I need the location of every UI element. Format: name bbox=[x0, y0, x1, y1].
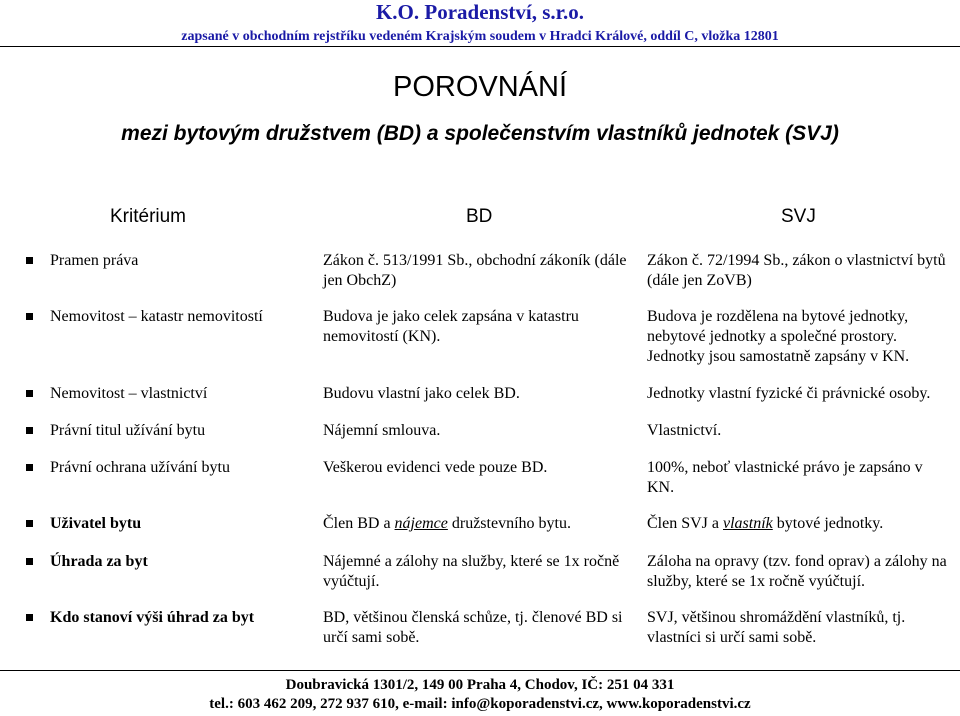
bullet-icon bbox=[26, 520, 33, 527]
bullet-icon bbox=[26, 614, 33, 621]
bullet-icon bbox=[26, 464, 33, 471]
bd-cell: Veškerou evidenci vede pouze BD. bbox=[323, 459, 548, 476]
svj-cell: SVJ, většinou shromáždění vlastníků, tj. vlastníci si určí sami sobě. bbox=[647, 609, 906, 646]
bullet-icon bbox=[26, 390, 33, 397]
criterion-cell: Kdo stanoví výši úhrad za byt bbox=[50, 609, 255, 626]
svj-cell: Vlastnictví. bbox=[647, 422, 722, 439]
bd-cell: Budova je jako celek zapsána v katastru nemovitostí (KN). bbox=[323, 308, 579, 345]
criterion-cell: Nemovitost – katastr nemovitostí bbox=[50, 308, 263, 325]
bullet-icon bbox=[26, 427, 33, 434]
document-subtitle: mezi bytovým družstvem (BD) a společenstvím vlastníků jednotek (SVJ) bbox=[121, 122, 839, 145]
bd-cell: Nájemné a zálohy na služby, které se 1x ročně vyúčtují. bbox=[323, 553, 620, 590]
criterion-cell: Pramen práva bbox=[50, 252, 139, 269]
bd-tenant-term: nájemce bbox=[394, 515, 448, 532]
footer-contact: tel.: 603 462 209, 272 937 610, e-mail: info@koporadenstvi.cz, www.koporadenstvi.cz bbox=[209, 696, 751, 712]
footer-address: Doubravická 1301/2, 149 00 Praha 4, Chodov, IČ: 251 04 331 bbox=[285, 677, 675, 693]
bullet-icon bbox=[26, 257, 33, 264]
svj-cell bbox=[647, 514, 952, 534]
svj-cell: Záloha na opravy (tzv. fond oprav) a zálohy na služby, které se 1x ročně vyúčtují. bbox=[647, 553, 947, 590]
svj-text: Člen SVJ a bbox=[647, 515, 723, 532]
letterhead bbox=[0, 0, 960, 46]
bd-cell: Zákon č. 513/1991 Sb., obchodní zákoník (dále jen ObchZ) bbox=[323, 252, 627, 289]
registry-note: zapsané v obchodním rejstříku vedeném Krajským soudem v Hradci Králové, oddíl C, vložka 12801 bbox=[181, 29, 779, 44]
column-header-bd: BD bbox=[466, 206, 493, 227]
svj-cell: Budova je rozdělena na bytové jednotky, nebytové jednotky a společné prostory. Jednotky jsou samostatně zapsány v KN. bbox=[647, 308, 910, 365]
bd-cell: Nájemní smlouva. bbox=[323, 422, 441, 439]
criterion-cell: Úhrada za byt bbox=[50, 553, 148, 570]
criterion-cell: Uživatel bytu bbox=[50, 515, 142, 532]
document-title: POROVNÁNÍ bbox=[392, 71, 568, 103]
criterion-cell: Právní ochrana užívání bytu bbox=[50, 459, 230, 476]
svj-cell: 100%, neboť vlastnické právo je zapsáno v KN. bbox=[647, 459, 923, 496]
company-name: K.O. Poradenství, s.r.o. bbox=[375, 0, 585, 24]
bd-text: Člen BD a bbox=[323, 515, 395, 532]
footer-divider bbox=[0, 670, 960, 671]
column-header-criterion: Kritérium bbox=[110, 206, 187, 227]
svj-owner-term: vlastník bbox=[723, 515, 773, 532]
bd-text: družstevního bytu. bbox=[447, 515, 571, 532]
svj-cell: Zákon č. 72/1994 Sb., zákon o vlastnictví bytů (dále jen ZoVB) bbox=[647, 252, 946, 289]
bullet-icon bbox=[26, 313, 33, 320]
bullet-icon bbox=[26, 558, 33, 565]
bd-cell: Budovu vlastní jako celek BD. bbox=[323, 385, 520, 402]
footer bbox=[0, 676, 960, 714]
svj-cell: Jednotky vlastní fyzické či právnické osoby. bbox=[647, 385, 931, 402]
svj-text: bytové jednotky. bbox=[772, 515, 884, 532]
column-header-svj: SVJ bbox=[781, 206, 816, 227]
criterion-cell: Právní titul užívání bytu bbox=[50, 422, 206, 439]
bd-cell bbox=[323, 514, 638, 534]
bd-cell: BD, většinou členská schůze, tj. členové BD si určí sami sobě. bbox=[323, 609, 623, 646]
header-divider bbox=[0, 46, 960, 47]
criterion-cell: Nemovitost – vlastnictví bbox=[50, 385, 208, 402]
